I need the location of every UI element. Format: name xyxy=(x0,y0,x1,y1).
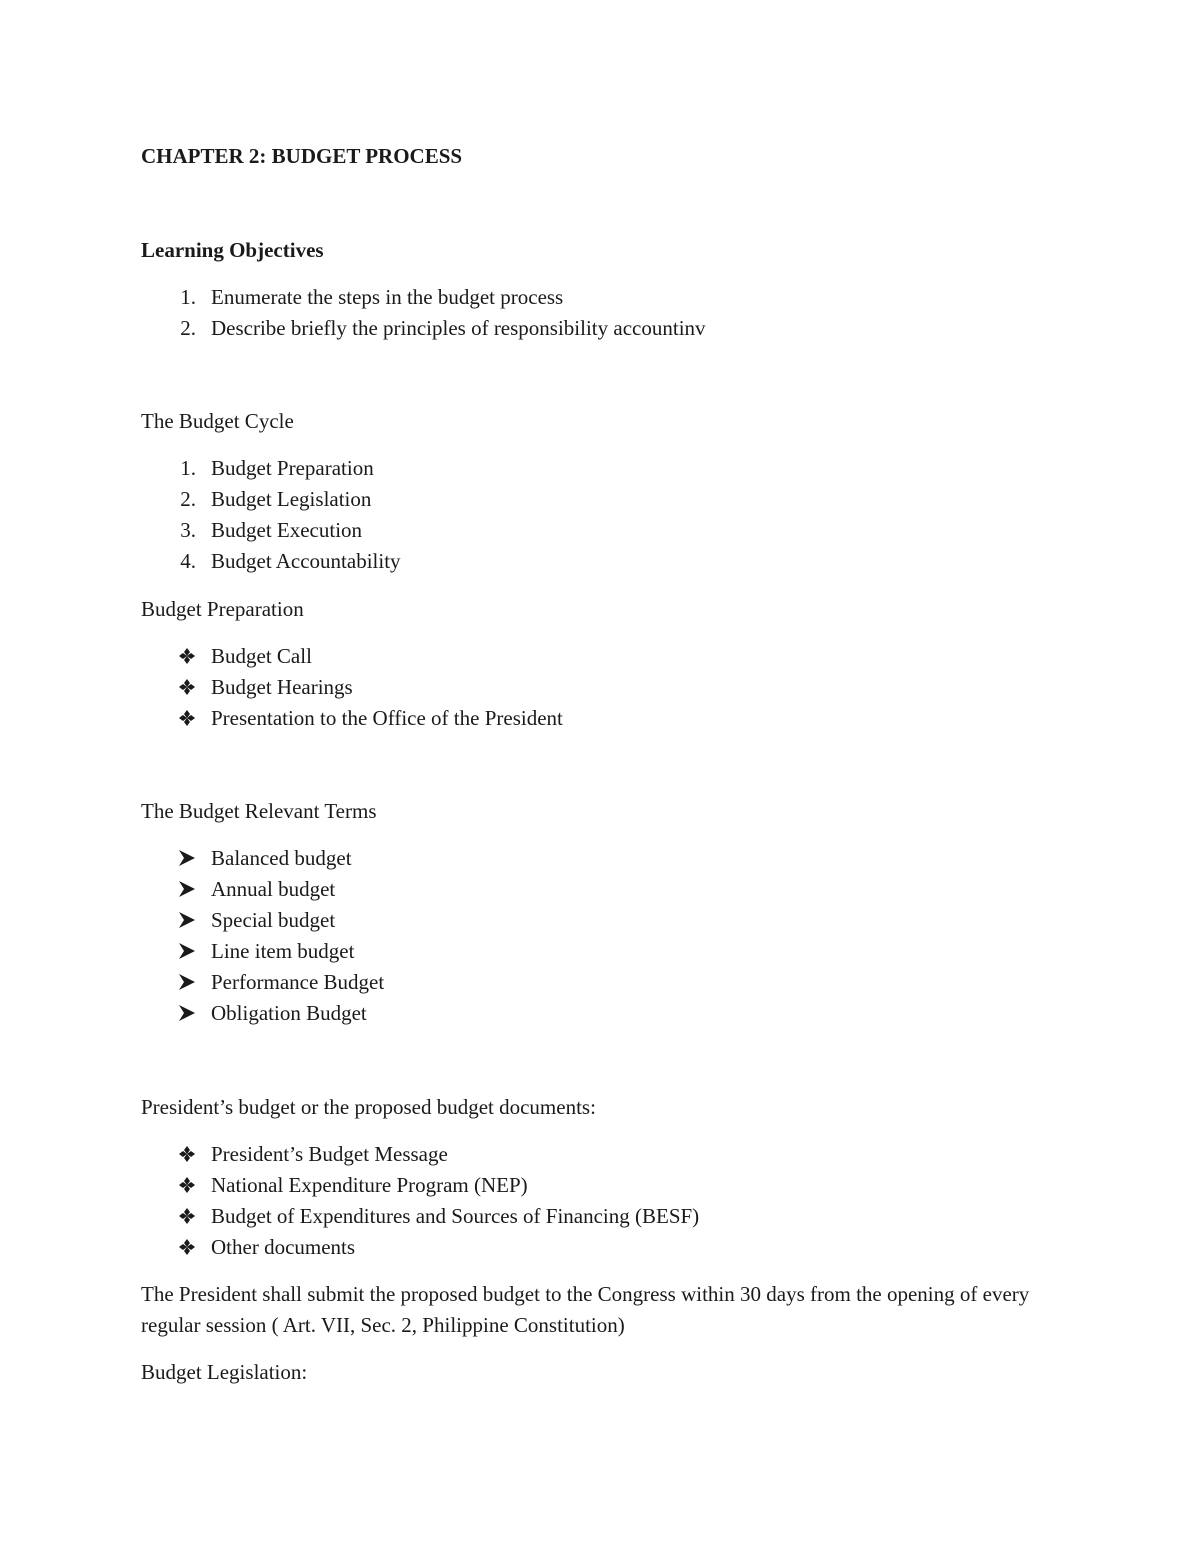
arrowhead-bullet-icon xyxy=(176,999,198,1027)
submission-paragraph: The President shall submit the proposed budget to the Congress within 30 days from the opening of every regular session ( Art. VII, Sec. 2, Philippine Constitution) xyxy=(141,1282,1030,1337)
list-item-text: Describe briefly the principles of responsibility accountinv xyxy=(211,316,706,340)
list-item-text: Line item budget xyxy=(211,939,355,963)
diamond-bullet-icon xyxy=(176,1171,198,1199)
list-item-text: Special budget xyxy=(211,908,336,932)
diamond-bullet-icon xyxy=(176,673,198,701)
arrowhead-bullet-icon xyxy=(176,968,198,996)
objectives-heading: Learning Objectives xyxy=(141,238,324,262)
budget-preparation-heading: Budget Preparation xyxy=(141,597,304,621)
list-number: 1. xyxy=(180,456,196,480)
arrowhead-bullet-icon xyxy=(176,875,198,903)
proposed-documents-heading: President’s budget or the proposed budget documents: xyxy=(141,1095,596,1119)
diamond-bullet-icon xyxy=(176,642,198,670)
budget-legislation-heading: Budget Legislation: xyxy=(141,1360,308,1384)
list-item-text: Annual budget xyxy=(211,877,336,901)
list-item-text: Balanced budget xyxy=(211,846,352,870)
list-item-text: National Expenditure Program (NEP) xyxy=(211,1173,528,1197)
list-item-text: Budget Accountability xyxy=(211,549,401,573)
list-item-text: Budget Call xyxy=(211,644,312,668)
list-item-text: Enumerate the steps in the budget process xyxy=(211,285,564,309)
list-number: 3. xyxy=(180,518,196,542)
list-number: 2. xyxy=(180,487,196,511)
diamond-bullet-icon xyxy=(176,1140,198,1168)
list-item-text: Budget of Expenditures and Sources of Financing (BESF) xyxy=(211,1204,700,1228)
diamond-bullet-icon xyxy=(176,704,198,732)
arrowhead-bullet-icon xyxy=(176,937,198,965)
list-item-text: Performance Budget xyxy=(211,970,385,994)
list-number: 4. xyxy=(180,549,196,573)
budget-cycle-heading: The Budget Cycle xyxy=(141,409,294,433)
list-item-text: Budget Legislation xyxy=(211,487,372,511)
list-item-text: Presentation to the Office of the President xyxy=(211,706,563,730)
list-item-text: Obligation Budget xyxy=(211,1001,367,1025)
list-item-text: Other documents xyxy=(211,1235,356,1259)
list-item-text: President’s Budget Message xyxy=(211,1142,448,1166)
list-item-text: Budget Hearings xyxy=(211,675,353,699)
chapter-title: CHAPTER 2: BUDGET PROCESS xyxy=(141,144,463,168)
list-number: 2. xyxy=(180,316,196,340)
list-item-text: Budget Execution xyxy=(211,518,363,542)
list-number: 1. xyxy=(180,285,196,309)
arrowhead-bullet-icon xyxy=(176,906,198,934)
diamond-bullet-icon xyxy=(176,1233,198,1261)
relevant-terms-heading: The Budget Relevant Terms xyxy=(141,799,377,823)
list-item-text: Budget Preparation xyxy=(211,456,374,480)
arrowhead-bullet-icon xyxy=(176,844,198,872)
diamond-bullet-icon xyxy=(176,1202,198,1230)
